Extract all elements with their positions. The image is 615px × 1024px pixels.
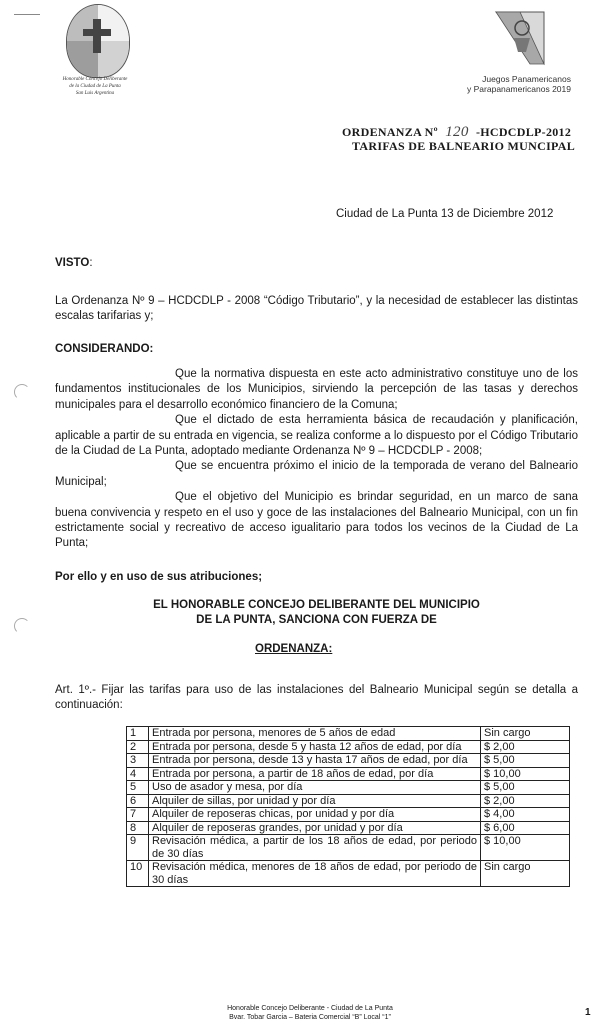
- considerando-body: [55, 367, 578, 552]
- table-row: [127, 727, 570, 741]
- visto-heading: [55, 257, 93, 269]
- visto-colon: :: [89, 257, 93, 269]
- row-number: 9: [127, 835, 149, 861]
- table-row: [127, 794, 570, 808]
- row-number: 2: [127, 740, 149, 754]
- considerando-paragraph-2: Que el dictado de esta herramienta básica de recaudación y planificación, aplicable a partir de su entrada en vigencia, se realiza conforme a lo dispuesto por el Código Tributario de la Ciudad de La Punta, adoptado mediante Ordenanza Nº 9 – HCDCDLP - 2008;: [55, 414, 578, 458]
- games-line-2: y Parapanamericanos 2019: [467, 84, 571, 94]
- page-number: 1: [585, 1007, 591, 1018]
- concejo-line-1: EL HONORABLE CONCEJO DELIBERANTE DEL MUNICIPIO: [153, 599, 480, 611]
- row-price: $ 10,00: [481, 835, 570, 861]
- scan-mark: [14, 14, 40, 15]
- visto-paragraph: La Ordenanza Nº 9 – HCDCDLP - 2008 “Código Tributario”, y la necesidad de establecer las distintas escalas tarifarias y;: [55, 295, 578, 323]
- footer-line-2: Bvar. Tobar Garcia – Bateria Comercial “B” Local “1”: [229, 1014, 391, 1021]
- article-1: Art. 1º.- Fijar las tarifas para uso de las instalaciones del Balneario Municipal según se detalla a continuación:: [55, 684, 578, 712]
- table-row: [127, 861, 570, 887]
- row-description: Revisación médica, menores de 18 años de edad, por periodo de 30 días: [149, 861, 481, 887]
- considerando-paragraph-4: Que el objetivo del Municipio es brindar seguridad, en un marco de sana buena convivencia y respeto en el uso y goce de las instalaciones del Balneario Municipal, con un fin estrictamente social y recreativo de acceso igualitario para todos los vecinos de la Ciudad de La Punta;: [55, 491, 578, 550]
- ordinance-subtitle: TARIFAS DE BALNEARIO MUNCIPAL: [352, 139, 576, 153]
- row-description: Alquiler de reposeras grandes, por unidad y por día: [149, 821, 481, 835]
- ordenanza-heading: ORDENANZA:: [255, 643, 333, 655]
- table-row: [127, 781, 570, 795]
- table-row: [127, 835, 570, 861]
- visto-label: VISTO: [55, 257, 90, 269]
- table-row: [127, 821, 570, 835]
- considerando-heading: CONSIDERANDO:: [55, 343, 154, 355]
- tariff-table: [126, 726, 570, 887]
- row-price: $ 2,00: [481, 740, 570, 754]
- document-date: Ciudad de La Punta 13 de Diciembre 2012: [336, 208, 554, 220]
- footer-line-1: Honorable Concejo Deliberante - Ciudad de La Punta: [227, 1005, 393, 1012]
- table-row: [127, 767, 570, 781]
- table-row: [127, 740, 570, 754]
- concejo-line-2: DE LA PUNTA, SANCIONA CON FUERZA DE: [196, 614, 437, 626]
- considerando-paragraph-3: Que se encuentra próximo el inicio de la temporada de verano del Balneario Municipal;: [55, 460, 578, 488]
- row-description: Alquiler de reposeras chicas, por unidad y por día: [149, 808, 481, 822]
- games-logo-icon: [490, 8, 550, 68]
- row-number: 10: [127, 861, 149, 887]
- row-price: $ 10,00: [481, 767, 570, 781]
- punch-hole: [14, 384, 30, 400]
- row-number: 6: [127, 794, 149, 808]
- row-price: $ 5,00: [481, 754, 570, 768]
- row-number: 7: [127, 808, 149, 822]
- row-description: Uso de asador y mesa, por día: [149, 781, 481, 795]
- row-price: $ 2,00: [481, 794, 570, 808]
- crest-caption: Honorable Concejo Deliberante de la Ciudad de La Punta San Luis Argentina: [62, 77, 128, 96]
- row-price: $ 6,00: [481, 821, 570, 835]
- row-price: $ 4,00: [481, 808, 570, 822]
- table-row: [127, 754, 570, 768]
- row-number: 3: [127, 754, 149, 768]
- row-description: Entrada por persona, menores de 5 años de edad: [149, 727, 481, 741]
- row-description: Entrada por persona, desde 5 y hasta 12 años de edad, por día: [149, 740, 481, 754]
- row-price: $ 5,00: [481, 781, 570, 795]
- ordinance-suffix: -HCDCDLP-2012: [475, 125, 572, 139]
- row-description: Entrada por persona, desde 13 y hasta 17 años de edad, por día: [149, 754, 481, 768]
- row-price: Sin cargo: [481, 861, 570, 887]
- row-number: 1: [127, 727, 149, 741]
- concejo-heading: [55, 598, 578, 628]
- row-description: Revisación médica, a partir de los 18 años de edad, por periodo de 30 días: [149, 835, 481, 861]
- row-number: 5: [127, 781, 149, 795]
- row-description: Alquiler de sillas, por unidad y por día: [149, 794, 481, 808]
- table-row: [127, 808, 570, 822]
- games-line-1: Juegos Panamericanos: [482, 74, 571, 84]
- footer: [205, 1004, 415, 1022]
- por-ello-line: Por ello y en uso de sus atribuciones;: [55, 571, 263, 583]
- row-number: 8: [127, 821, 149, 835]
- games-caption: [436, 74, 571, 94]
- row-description: Entrada por persona, a partir de 18 años de edad, por día: [149, 767, 481, 781]
- municipal-crest-logo: [66, 4, 130, 78]
- considerando-paragraph-1: Que la normativa dispuesta en este acto administrativo constituye uno de los fundamentos institucionales de los Municipios, sirviendo la percepción de las tasas y derechos municipales para el desarrollo económico financiero de la Comuna;: [55, 368, 578, 411]
- row-number: 4: [127, 767, 149, 781]
- ordinance-number: 120: [445, 124, 469, 140]
- row-price: Sin cargo: [481, 727, 570, 741]
- punch-hole: [14, 618, 30, 634]
- ordinance-prefix: ORDENANZA Nº: [342, 125, 438, 139]
